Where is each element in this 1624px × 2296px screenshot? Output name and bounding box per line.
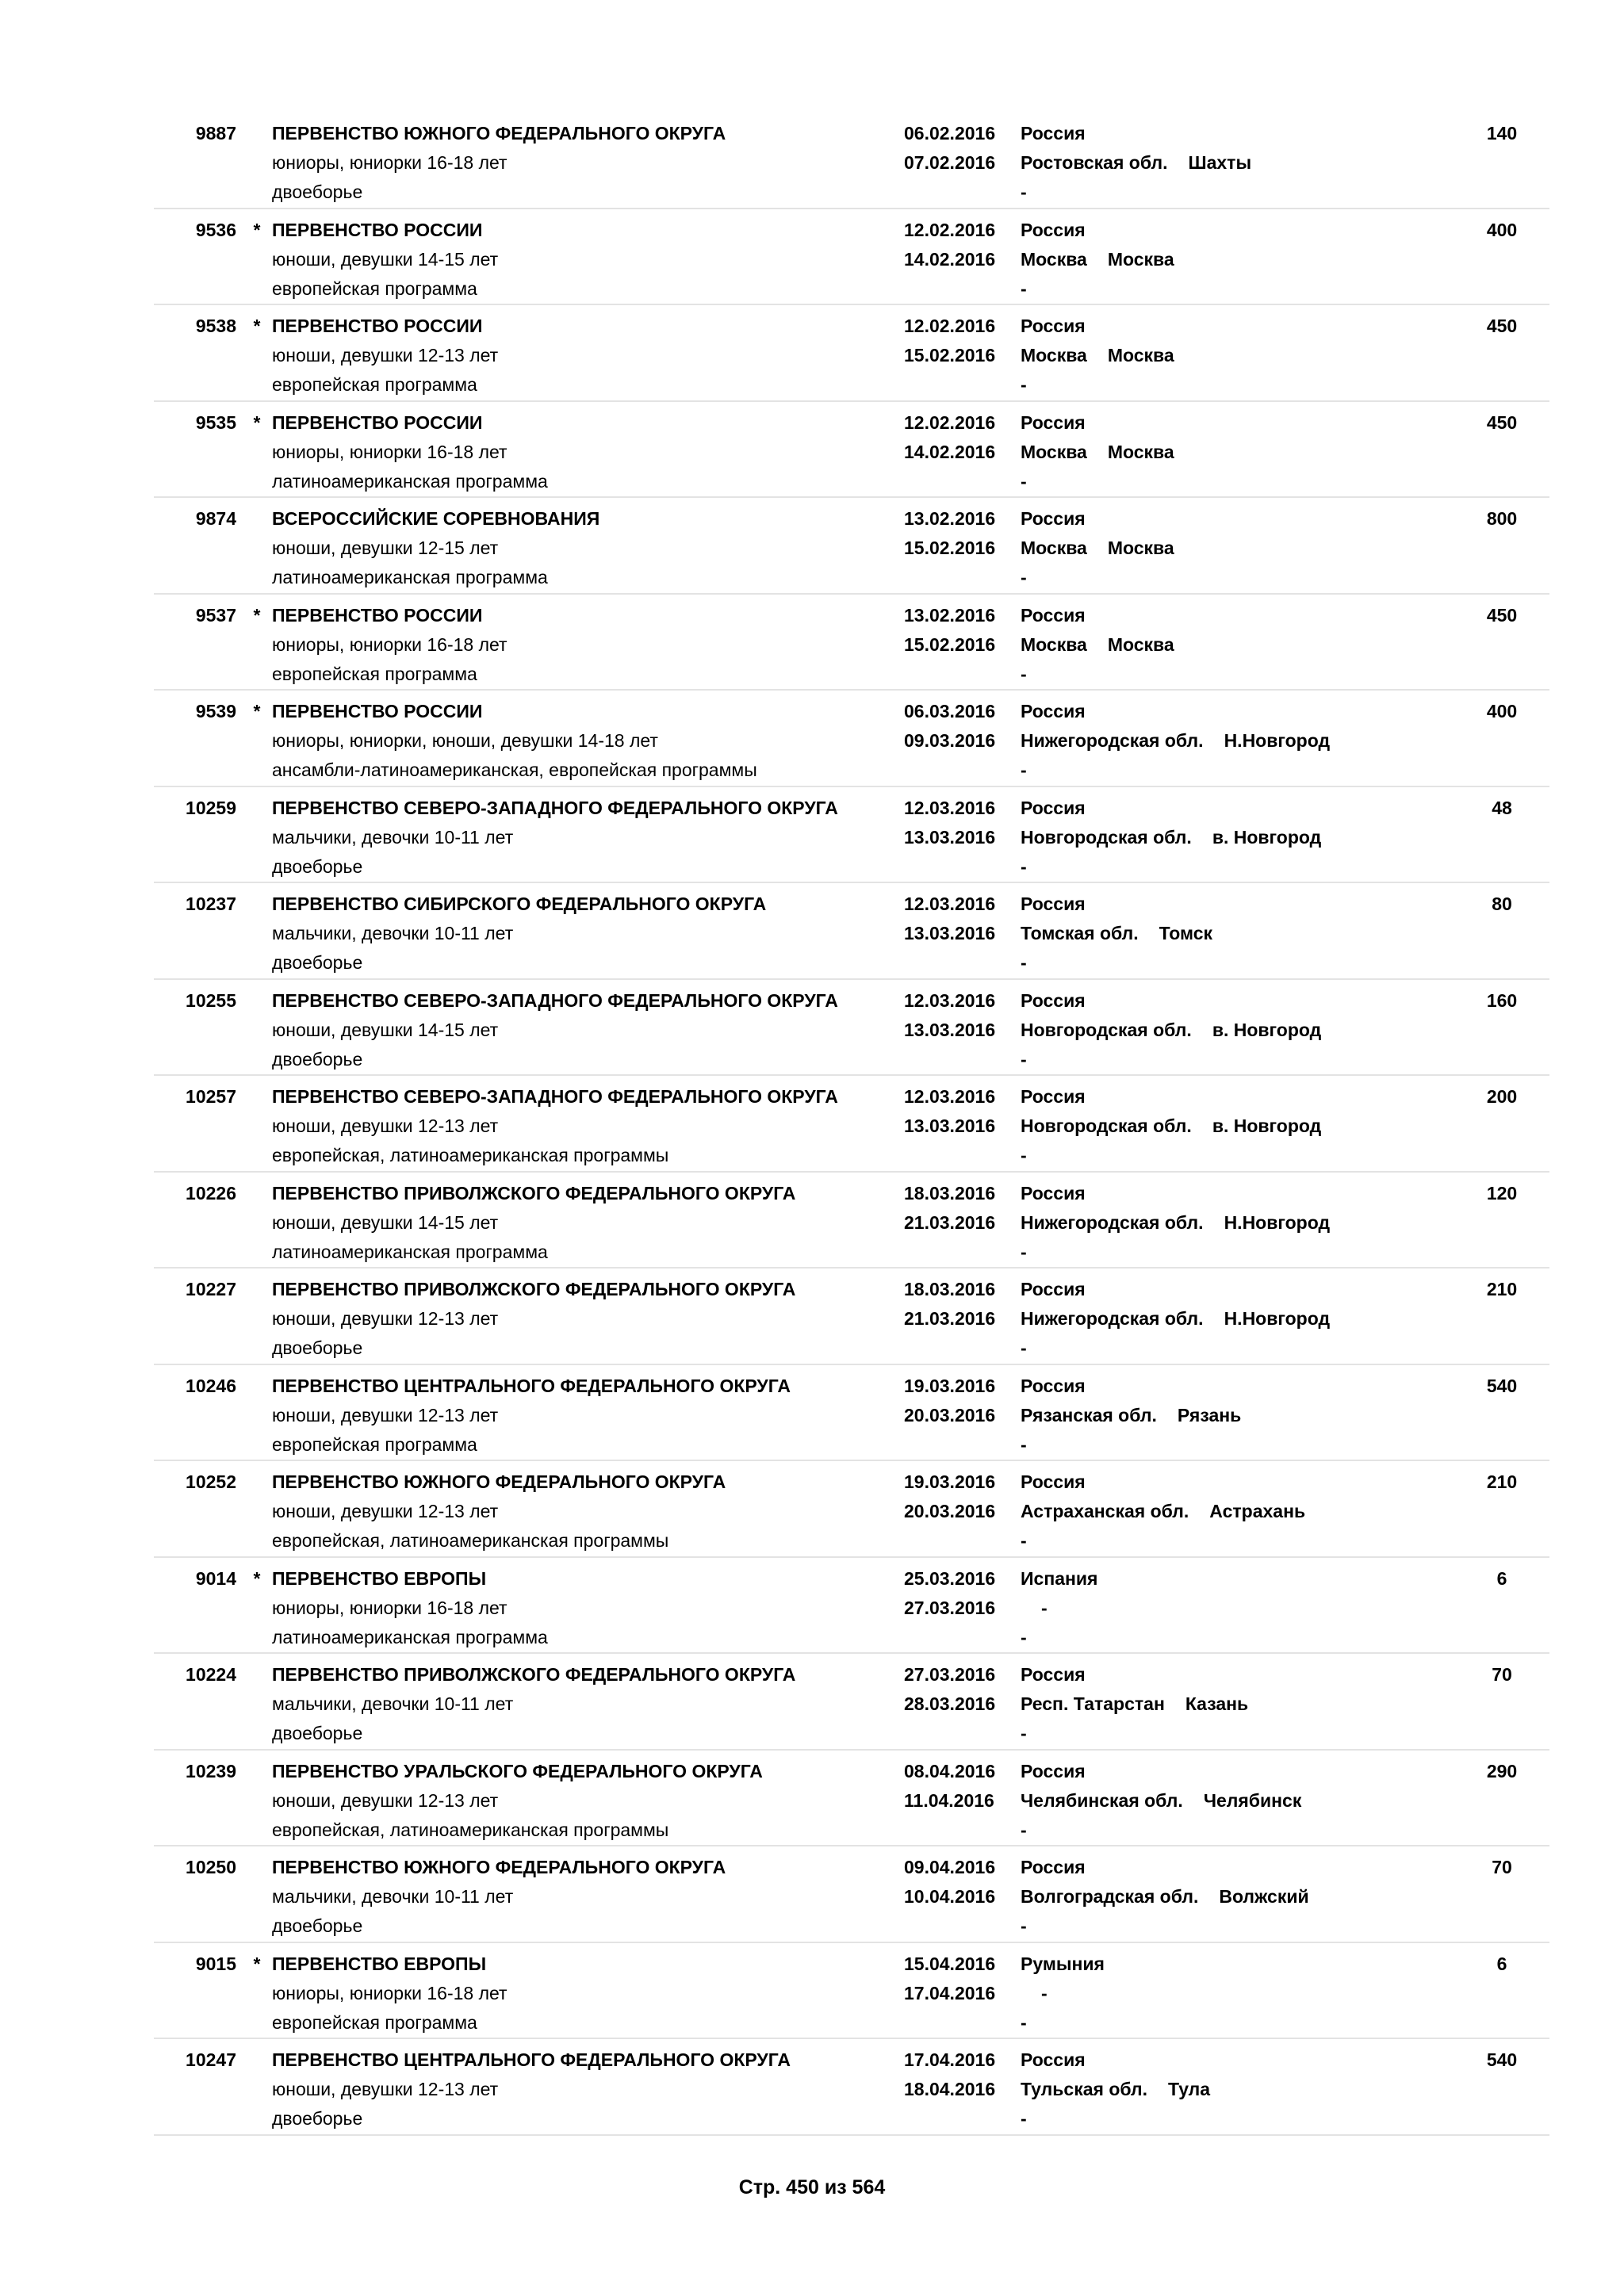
- event-country: Россия: [1021, 989, 1086, 1011]
- event-region: Астраханская обл.: [1021, 1501, 1189, 1521]
- event-program: латиноамериканская программа: [272, 470, 548, 492]
- event-row: [154, 1269, 1549, 1365]
- event-age-group: юниоры, юниорки 16-18 лет: [272, 1597, 508, 1618]
- event-program: европейская, латиноамериканская программы: [272, 1145, 669, 1165]
- event-row: [154, 2039, 1549, 2136]
- event-program: двоеборье: [272, 1723, 363, 1743]
- event-program: двоеборье: [272, 1048, 363, 1070]
- event-id: 10250: [186, 1857, 236, 1877]
- event-date-end: 21.03.2016: [904, 1211, 996, 1233]
- event-row: [154, 498, 1549, 595]
- event-row: [154, 1365, 1549, 1462]
- event-id: 9538: [195, 316, 236, 336]
- event-date-end: 14.02.2016: [904, 441, 996, 462]
- event-dash: -: [1021, 1145, 1027, 1165]
- event-city: Москва: [1107, 345, 1174, 365]
- event-region: Волгоградская обл.: [1021, 1886, 1199, 1907]
- event-age-group: юноши, девушки 12-15 лет: [272, 538, 499, 558]
- event-title: ПЕРВЕНСТВО ЮЖНОГО ФЕДЕРАЛЬНОГО ОКРУГА: [272, 123, 726, 144]
- event-city: Н.Новгород: [1224, 1211, 1331, 1233]
- event-row: [154, 1461, 1549, 1558]
- event-date-start: 09.04.2016: [904, 1857, 996, 1877]
- event-id: 10239: [186, 1760, 236, 1781]
- event-date-end: 20.03.2016: [904, 1404, 996, 1425]
- event-id: 9535: [195, 411, 236, 433]
- event-date-start: 12.02.2016: [904, 219, 996, 240]
- event-city: в. Новгород: [1212, 826, 1322, 848]
- event-id: 10255: [186, 989, 236, 1011]
- event-region: Нижегородская обл.: [1021, 1211, 1204, 1233]
- event-title: ПЕРВЕНСТВО РОССИИ: [272, 219, 483, 240]
- event-dash: -: [1021, 1626, 1027, 1647]
- event-title: ПЕРВЕНСТВО СЕВЕРО-ЗАПАДНОГО ФЕДЕРАЛЬНОГО ОКРУГА: [272, 989, 838, 1011]
- event-program: двоеборье: [272, 952, 363, 973]
- event-title: ПЕРВЕНСТВО РОССИИ: [272, 411, 483, 433]
- event-program: европейская программа: [272, 1433, 477, 1455]
- event-country: Россия: [1021, 2049, 1086, 2070]
- event-id: 10224: [186, 1664, 236, 1685]
- event-age-group: юниоры, юниорки 16-18 лет: [272, 1982, 508, 2003]
- event-title: ПЕРВЕНСТВО ЕВРОПЫ: [272, 1953, 487, 1974]
- event-title: ПЕРВЕНСТВО РОССИИ: [272, 316, 483, 336]
- event-region: Рязанская обл.: [1021, 1404, 1157, 1425]
- event-title: ПЕРВЕНСТВО ЮЖНОГО ФЕДЕРАЛЬНОГО ОКРУГА: [272, 1471, 726, 1492]
- event-country: Россия: [1021, 1664, 1086, 1685]
- event-age-group: мальчики, девочки 10-11 лет: [272, 826, 514, 848]
- event-country: Россия: [1021, 411, 1086, 433]
- event-title: ПЕРВЕНСТВО ЕВРОПЫ: [272, 1567, 487, 1589]
- event-id: 10246: [186, 1375, 236, 1396]
- event-count: 140: [1486, 123, 1518, 144]
- event-date-end: 21.03.2016: [904, 1308, 996, 1329]
- event-region: Новгородская обл.: [1021, 1115, 1192, 1136]
- event-date-end: 15.02.2016: [904, 345, 996, 365]
- event-date-start: 12.03.2016: [904, 894, 996, 914]
- event-row: [154, 113, 1549, 209]
- event-row: [154, 691, 1549, 787]
- event-count: 210: [1486, 1279, 1518, 1299]
- event-location: [1021, 438, 1174, 467]
- event-title: ПЕРВЕНСТВО СЕВЕРО-ЗАПАДНОГО ФЕДЕРАЛЬНОГО ОКРУГА: [272, 797, 838, 818]
- event-program: ансамбли-латиноамериканская, европейская программы: [272, 760, 757, 780]
- event-country: Россия: [1021, 701, 1086, 721]
- event-region: Москва: [1021, 633, 1087, 655]
- event-date-start: 06.03.2016: [904, 701, 996, 721]
- event-count: 400: [1486, 701, 1518, 721]
- event-city: Н.Новгород: [1224, 730, 1331, 751]
- event-title: ПЕРВЕНСТВО ПРИВОЛЖСКОГО ФЕДЕРАЛЬНОГО ОКРУГА: [272, 1664, 796, 1685]
- event-city: Москва: [1107, 248, 1174, 270]
- event-dash: -: [1021, 1915, 1027, 1936]
- event-date-end: 14.02.2016: [904, 248, 996, 270]
- event-dash: -: [1021, 663, 1027, 684]
- event-country: Россия: [1021, 604, 1086, 626]
- event-location: [1021, 1786, 1301, 1816]
- event-age-group: юноши, девушки 14-15 лет: [272, 1019, 499, 1040]
- event-city: Томск: [1159, 923, 1213, 943]
- event-location: [1021, 341, 1174, 370]
- event-country: Россия: [1021, 508, 1086, 529]
- event-star: *: [253, 316, 261, 336]
- event-count: 450: [1486, 316, 1518, 336]
- page-footer: Стр. 450 из 564: [738, 2176, 886, 2198]
- event-date-end: 20.03.2016: [904, 1501, 996, 1521]
- event-region: Челябинская обл.: [1021, 1789, 1183, 1811]
- event-city: Тула: [1168, 2079, 1211, 2099]
- event-city: в. Новгород: [1212, 1115, 1322, 1136]
- event-date-start: 12.02.2016: [904, 411, 996, 433]
- event-count: 400: [1486, 219, 1518, 240]
- event-country: Россия: [1021, 797, 1086, 818]
- event-date-end: 15.02.2016: [904, 633, 996, 655]
- event-count: 48: [1492, 797, 1512, 818]
- event-date-end: 11.04.2016: [904, 1789, 994, 1811]
- event-age-group: мальчики, девочки 10-11 лет: [272, 1886, 514, 1907]
- event-count: 210: [1486, 1471, 1518, 1492]
- event-location: [1021, 1208, 1330, 1238]
- event-location: [1021, 919, 1212, 948]
- event-program: двоеборье: [272, 2108, 363, 2129]
- event-dash: -: [1021, 374, 1027, 395]
- event-program: латиноамериканская программа: [272, 1241, 548, 1262]
- event-location: [1021, 1497, 1305, 1526]
- event-city: Челябинск: [1203, 1789, 1302, 1811]
- event-title: ВСЕРОССИЙСКИЕ СОРЕВНОВАНИЯ: [272, 508, 600, 529]
- event-row: [154, 1846, 1549, 1943]
- event-location: [1021, 534, 1174, 563]
- event-age-group: мальчики, девочки 10-11 лет: [272, 923, 514, 943]
- event-date-start: 08.04.2016: [904, 1760, 996, 1781]
- event-date-end: 15.02.2016: [904, 538, 996, 558]
- event-program: двоеборье: [272, 1337, 363, 1358]
- event-date-start: 12.02.2016: [904, 316, 996, 336]
- event-region: Москва: [1021, 345, 1087, 365]
- event-location: [1021, 1304, 1330, 1334]
- event-date-start: 15.04.2016: [904, 1953, 996, 1974]
- event-id: 9887: [195, 123, 236, 144]
- event-region: Нижегородская обл.: [1021, 1308, 1204, 1329]
- event-dash: -: [1021, 277, 1027, 299]
- event-date-end: 28.03.2016: [904, 1693, 996, 1714]
- event-location: [1021, 1689, 1248, 1719]
- event-age-group: юниоры, юниорки 16-18 лет: [272, 441, 508, 462]
- event-region: Тульская обл.: [1021, 2079, 1148, 2099]
- event-age-group: юноши, девушки 12-13 лет: [272, 2079, 499, 2099]
- event-star: *: [253, 701, 261, 721]
- event-date-start: 18.03.2016: [904, 1279, 996, 1299]
- event-region: Москва: [1021, 441, 1087, 462]
- event-dash: -: [1021, 1048, 1027, 1070]
- event-star: *: [253, 604, 261, 626]
- event-row: [154, 1654, 1549, 1751]
- event-age-group: юноши, девушки 12-13 лет: [272, 1789, 499, 1811]
- event-age-group: юноши, девушки 14-15 лет: [272, 248, 499, 270]
- event-count: 70: [1492, 1664, 1512, 1685]
- event-count: 160: [1486, 989, 1518, 1011]
- event-count: 540: [1486, 1375, 1518, 1396]
- event-city: в. Новгород: [1212, 1019, 1322, 1040]
- event-date-end: 13.03.2016: [904, 1115, 996, 1136]
- event-id: 10247: [186, 2049, 236, 2070]
- event-age-group: юниоры, юниорки, юноши, девушки 14-18 лет: [272, 730, 658, 751]
- event-dash: -: [1021, 952, 1027, 973]
- event-date-start: 27.03.2016: [904, 1664, 996, 1685]
- event-id: 10252: [186, 1471, 236, 1492]
- event-country: Россия: [1021, 219, 1086, 240]
- event-count: 80: [1492, 894, 1512, 914]
- event-count: 120: [1486, 1182, 1518, 1203]
- event-location: [1021, 1016, 1321, 1045]
- event-id: 10237: [186, 894, 236, 914]
- events-table: [154, 113, 1549, 2136]
- event-row: [154, 402, 1549, 499]
- event-region: Томская обл.: [1021, 923, 1139, 943]
- event-country: Россия: [1021, 1471, 1086, 1492]
- event-country: Россия: [1021, 1760, 1086, 1781]
- event-country: Россия: [1021, 123, 1086, 144]
- event-title: ПЕРВЕНСТВО СИБИРСКОГО ФЕДЕРАЛЬНОГО ОКРУГА: [272, 894, 767, 914]
- event-age-group: юноши, девушки 12-13 лет: [272, 1308, 499, 1329]
- event-id: 9874: [195, 508, 236, 529]
- event-program: двоеборье: [272, 182, 363, 202]
- event-count: 800: [1486, 508, 1518, 529]
- event-row: [154, 1943, 1549, 2040]
- event-dash: -: [1021, 760, 1027, 780]
- event-dash: -: [1021, 1433, 1027, 1455]
- event-city: Н.Новгород: [1224, 1308, 1331, 1329]
- event-program: европейская, латиноамериканская программы: [272, 1819, 669, 1840]
- event-date-start: 13.02.2016: [904, 604, 996, 626]
- event-id: 9015: [195, 1953, 236, 1974]
- event-country: Россия: [1021, 1375, 1086, 1396]
- event-dash: -: [1021, 1530, 1027, 1551]
- event-title: ПЕРВЕНСТВО ЦЕНТРАЛЬНОГО ФЕДЕРАЛЬНОГО ОКРУГА: [272, 2049, 791, 2070]
- event-id: 10259: [186, 797, 236, 818]
- event-city: Рязань: [1177, 1404, 1242, 1425]
- event-title: ПЕРВЕНСТВО ЮЖНОГО ФЕДЕРАЛЬНОГО ОКРУГА: [272, 1857, 726, 1877]
- event-country: Россия: [1021, 1279, 1086, 1299]
- event-count: 6: [1496, 1567, 1507, 1589]
- event-city: -: [1041, 1597, 1048, 1618]
- event-date-end: 10.04.2016: [904, 1886, 996, 1907]
- event-program: европейская программа: [272, 277, 477, 299]
- event-title: ПЕРВЕНСТВО ЦЕНТРАЛЬНОГО ФЕДЕРАЛЬНОГО ОКРУГА: [272, 1375, 791, 1396]
- event-location: [1021, 823, 1321, 852]
- event-location: [1021, 726, 1330, 756]
- event-region: Респ. Татарстан: [1021, 1693, 1165, 1714]
- event-city: Москва: [1107, 441, 1174, 462]
- event-program: двоеборье: [272, 1915, 363, 1936]
- event-dash: -: [1021, 1819, 1027, 1840]
- event-date-start: 18.03.2016: [904, 1182, 996, 1203]
- event-date-end: 27.03.2016: [904, 1597, 996, 1618]
- event-star: *: [253, 1953, 261, 1974]
- event-age-group: юноши, девушки 14-15 лет: [272, 1211, 499, 1233]
- event-date-end: 09.03.2016: [904, 730, 996, 751]
- event-program: латиноамериканская программа: [272, 567, 548, 587]
- event-age-group: юниоры, юниорки 16-18 лет: [272, 633, 508, 655]
- event-date-end: 18.04.2016: [904, 2079, 996, 2099]
- event-date-start: 06.02.2016: [904, 123, 996, 144]
- event-date-end: 07.02.2016: [904, 152, 996, 173]
- event-location: [1021, 148, 1251, 178]
- event-dash: -: [1021, 855, 1027, 877]
- event-location: [1021, 1401, 1241, 1430]
- event-id: 9537: [195, 604, 236, 626]
- event-region: Новгородская обл.: [1021, 1019, 1192, 1040]
- event-row: [154, 305, 1549, 402]
- event-location: [1021, 2075, 1210, 2104]
- event-dash: -: [1021, 2108, 1027, 2129]
- event-title: ПЕРВЕНСТВО СЕВЕРО-ЗАПАДНОГО ФЕДЕРАЛЬНОГО ОКРУГА: [272, 1086, 838, 1107]
- event-city: Казань: [1185, 1693, 1249, 1714]
- event-city: Волжский: [1219, 1886, 1309, 1907]
- event-location: [1021, 1979, 1048, 2008]
- event-city: -: [1041, 1982, 1048, 2003]
- event-country: Россия: [1021, 1857, 1086, 1877]
- event-title: ПЕРВЕНСТВО РОССИИ: [272, 604, 483, 626]
- event-date-start: 13.02.2016: [904, 508, 996, 529]
- event-id: 9539: [195, 701, 236, 721]
- event-date-end: 13.03.2016: [904, 1019, 996, 1040]
- event-program: европейская программа: [272, 2011, 477, 2033]
- event-region: Ростовская обл.: [1021, 152, 1168, 173]
- event-location: [1021, 1594, 1048, 1623]
- event-dash: -: [1021, 470, 1027, 492]
- event-dash: -: [1021, 567, 1027, 587]
- event-star: *: [253, 219, 261, 240]
- event-age-group: юноши, девушки 12-13 лет: [272, 1404, 499, 1425]
- event-row: [154, 595, 1549, 691]
- event-date-start: 25.03.2016: [904, 1567, 996, 1589]
- event-count: 450: [1486, 411, 1518, 433]
- event-count: 200: [1486, 1086, 1518, 1107]
- event-program: двоеборье: [272, 855, 363, 877]
- event-country: Россия: [1021, 1086, 1086, 1107]
- event-country: Россия: [1021, 316, 1086, 336]
- event-location: [1021, 1112, 1321, 1141]
- event-row: [154, 1751, 1549, 1847]
- event-row: [154, 1076, 1549, 1173]
- event-title: ПЕРВЕНСТВО РОССИИ: [272, 701, 483, 721]
- event-id: 9014: [195, 1567, 236, 1589]
- event-count: 6: [1496, 1953, 1507, 1974]
- event-row: [154, 1558, 1549, 1655]
- event-country: Румыния: [1021, 1953, 1105, 1974]
- event-age-group: юноши, девушки 12-13 лет: [272, 1501, 499, 1521]
- event-region: Нижегородская обл.: [1021, 730, 1204, 751]
- event-title: ПЕРВЕНСТВО УРАЛЬСКОГО ФЕДЕРАЛЬНОГО ОКРУГА: [272, 1760, 763, 1781]
- event-date-start: 19.03.2016: [904, 1471, 996, 1492]
- event-location: [1021, 245, 1174, 274]
- event-dash: -: [1021, 1337, 1027, 1358]
- event-city: Астрахань: [1209, 1501, 1306, 1521]
- event-date-start: 12.03.2016: [904, 1086, 996, 1107]
- event-row: [154, 787, 1549, 884]
- event-id: 10227: [186, 1279, 236, 1299]
- event-city: Москва: [1107, 538, 1174, 558]
- event-region: Москва: [1021, 538, 1087, 558]
- event-count: 70: [1492, 1857, 1512, 1877]
- event-row: [154, 1173, 1549, 1269]
- event-program: латиноамериканская программа: [272, 1626, 548, 1647]
- event-region: Новгородская обл.: [1021, 826, 1192, 848]
- event-program: европейская программа: [272, 663, 477, 684]
- event-location: [1021, 1882, 1309, 1911]
- event-dash: -: [1021, 1723, 1027, 1743]
- event-dash: -: [1021, 2011, 1027, 2033]
- event-date-start: 17.04.2016: [904, 2049, 996, 2070]
- event-region: Москва: [1021, 248, 1087, 270]
- event-id: 9536: [195, 219, 236, 240]
- event-date-end: 17.04.2016: [904, 1982, 996, 2003]
- event-date-start: 19.03.2016: [904, 1375, 996, 1396]
- event-title: ПЕРВЕНСТВО ПРИВОЛЖСКОГО ФЕДЕРАЛЬНОГО ОКРУГА: [272, 1279, 796, 1299]
- event-count: 450: [1486, 604, 1518, 626]
- event-dash: -: [1021, 1241, 1027, 1262]
- event-row: [154, 980, 1549, 1077]
- event-program: европейская программа: [272, 374, 477, 395]
- event-date-start: 12.03.2016: [904, 989, 996, 1011]
- event-age-group: мальчики, девочки 10-11 лет: [272, 1693, 514, 1714]
- event-country: Россия: [1021, 1182, 1086, 1203]
- event-date-start: 12.03.2016: [904, 797, 996, 818]
- event-age-group: юниоры, юниорки 16-18 лет: [272, 152, 508, 173]
- event-star: *: [253, 411, 261, 433]
- event-location: [1021, 630, 1174, 660]
- event-id: 10226: [186, 1182, 236, 1203]
- event-count: 540: [1486, 2049, 1518, 2070]
- event-row: [154, 883, 1549, 980]
- event-program: европейская, латиноамериканская программы: [272, 1530, 669, 1551]
- event-age-group: юноши, девушки 12-13 лет: [272, 345, 499, 365]
- event-date-end: 13.03.2016: [904, 923, 996, 943]
- event-title: ПЕРВЕНСТВО ПРИВОЛЖСКОГО ФЕДЕРАЛЬНОГО ОКРУГА: [272, 1182, 796, 1203]
- event-dash: -: [1021, 182, 1027, 202]
- event-id: 10257: [186, 1086, 236, 1107]
- event-country: Россия: [1021, 894, 1086, 914]
- event-city: Шахты: [1188, 152, 1252, 173]
- event-country: Испания: [1021, 1567, 1098, 1589]
- event-count: 290: [1486, 1760, 1518, 1781]
- event-date-end: 13.03.2016: [904, 826, 996, 848]
- event-row: [154, 209, 1549, 306]
- event-age-group: юноши, девушки 12-13 лет: [272, 1115, 499, 1136]
- event-city: Москва: [1107, 633, 1174, 655]
- event-star: *: [253, 1567, 261, 1589]
